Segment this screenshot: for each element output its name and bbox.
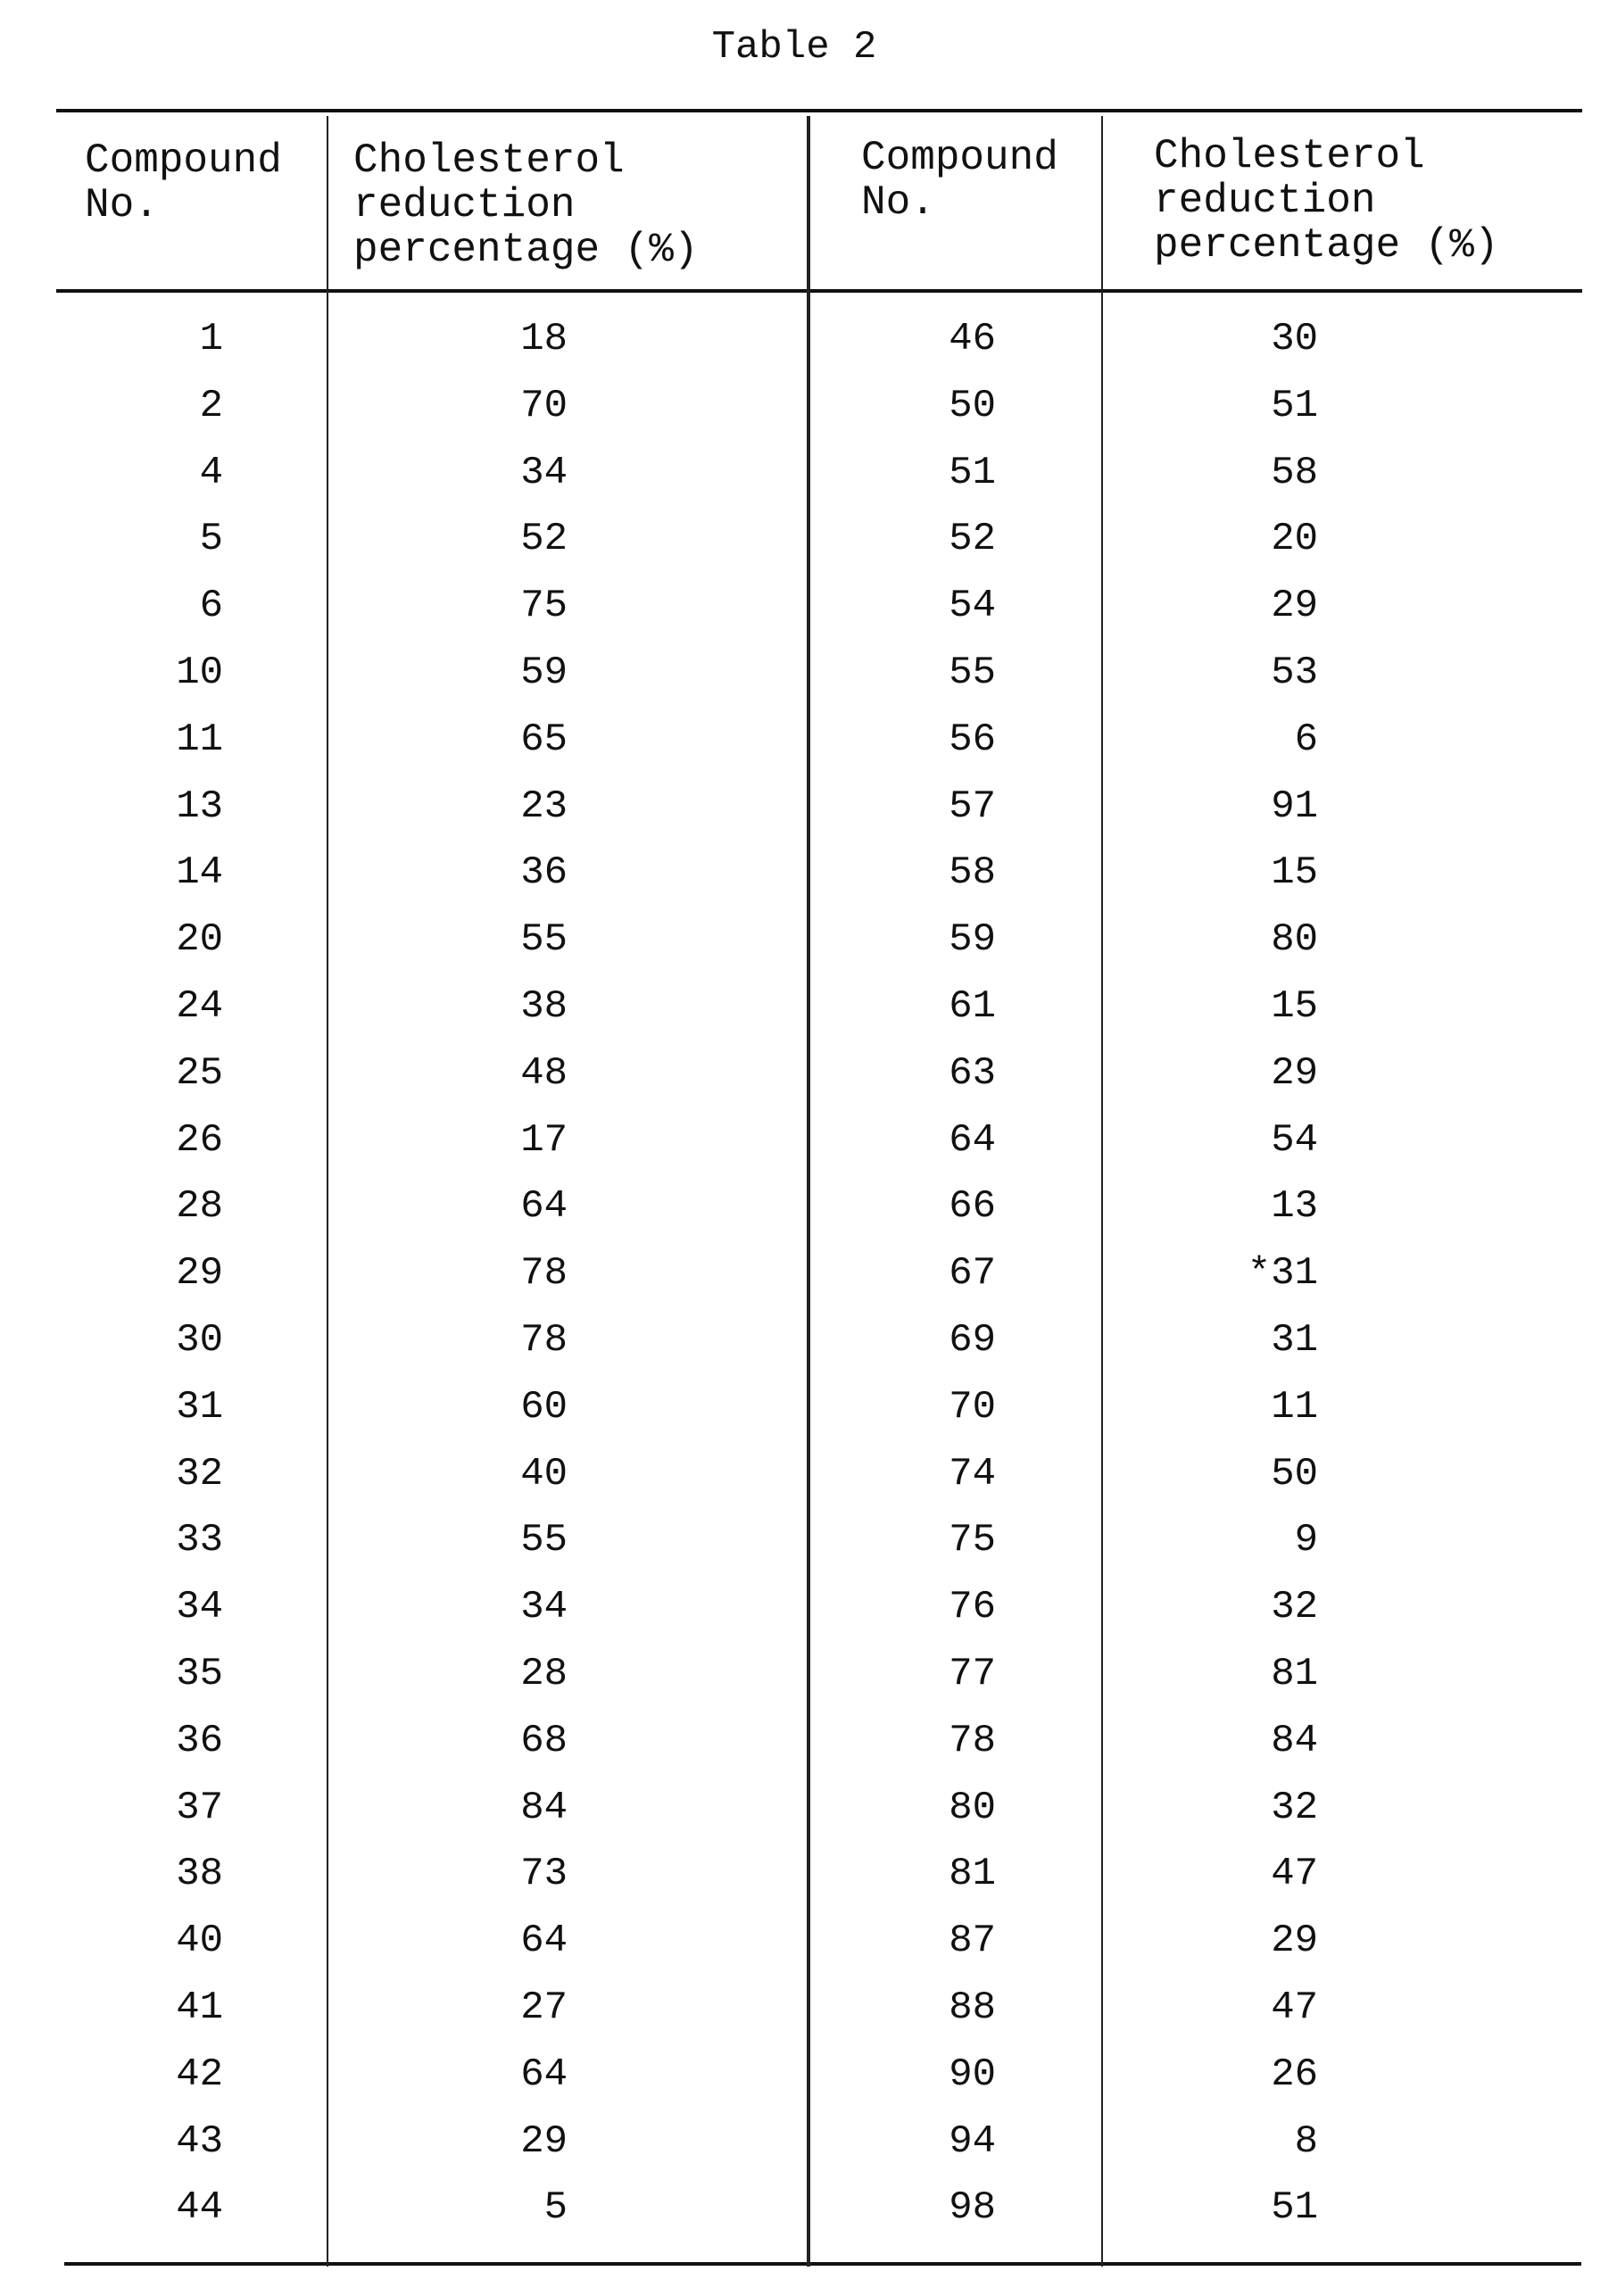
reduction-value: 58 — [1140, 451, 1318, 495]
reduction-value: 51 — [1140, 2185, 1318, 2230]
compound-number: 57 — [817, 784, 996, 829]
compound-number: 20 — [45, 917, 223, 962]
compound-number: 77 — [817, 1652, 996, 1696]
compound-number: 54 — [817, 584, 996, 628]
compound-number: 36 — [45, 1719, 223, 1763]
reduction-value: 27 — [389, 1985, 568, 2030]
reduction-value: 29 — [1140, 584, 1318, 628]
reduction-value: *31 — [1140, 1251, 1318, 1296]
compound-number: 30 — [45, 1318, 223, 1363]
compound-number: 61 — [817, 984, 996, 1029]
center-divider — [807, 116, 810, 2267]
column-divider — [327, 116, 328, 2267]
compound-number: 76 — [817, 1585, 996, 1629]
compound-number: 43 — [45, 2119, 223, 2164]
column-divider — [1101, 116, 1103, 2267]
compound-number: 59 — [817, 917, 996, 962]
reduction-value: 73 — [389, 1852, 568, 1896]
compound-number: 55 — [817, 651, 996, 695]
compound-number: 81 — [817, 1852, 996, 1896]
compound-number: 67 — [817, 1251, 996, 1296]
compound-number: 38 — [45, 1852, 223, 1896]
compound-number: 80 — [817, 1786, 996, 1830]
reduction-value: 65 — [389, 717, 568, 762]
reduction-value: 15 — [1140, 984, 1318, 1029]
compound-number: 34 — [45, 1585, 223, 1629]
reduction-value: 75 — [389, 584, 568, 628]
compound-number: 90 — [817, 2052, 996, 2097]
reduction-value: 68 — [389, 1719, 568, 1763]
reduction-value: 59 — [389, 651, 568, 695]
reduction-value: 20 — [1140, 517, 1318, 561]
compound-number: 31 — [45, 1385, 223, 1430]
reduction-value: 9 — [1140, 1518, 1318, 1562]
compound-number: 52 — [817, 517, 996, 561]
compound-number: 6 — [45, 584, 223, 628]
reduction-value: 29 — [1140, 1919, 1318, 1963]
reduction-value: 8 — [1140, 2119, 1318, 2164]
compound-number: 33 — [45, 1518, 223, 1562]
reduction-value: 32 — [1140, 1786, 1318, 1830]
reduction-value: 23 — [389, 784, 568, 829]
compound-number: 69 — [817, 1318, 996, 1363]
compound-number: 50 — [817, 384, 996, 428]
reduction-value: 53 — [1140, 651, 1318, 695]
compound-number: 58 — [817, 850, 996, 895]
reduction-value: 5 — [389, 2185, 568, 2230]
compound-number: 5 — [45, 517, 223, 561]
compound-number: 98 — [817, 2185, 996, 2230]
compound-number: 87 — [817, 1919, 996, 1963]
reduction-value: 70 — [389, 384, 568, 428]
compound-number: 66 — [817, 1184, 996, 1229]
compound-number: 29 — [45, 1251, 223, 1296]
reduction-value: 18 — [389, 317, 568, 361]
reduction-value: 15 — [1140, 850, 1318, 895]
reduction-value: 29 — [389, 2119, 568, 2164]
compound-number: 64 — [817, 1118, 996, 1163]
reduction-value: 47 — [1140, 1852, 1318, 1896]
compound-number: 4 — [45, 451, 223, 495]
reduction-value: 31 — [1140, 1318, 1318, 1363]
bottom-rule — [64, 2262, 1581, 2266]
reduction-value: 78 — [389, 1251, 568, 1296]
reduction-value: 28 — [389, 1652, 568, 1696]
compound-number: 14 — [45, 850, 223, 895]
compound-number: 46 — [817, 317, 996, 361]
compound-number: 2 — [45, 384, 223, 428]
compound-number: 13 — [45, 784, 223, 829]
compound-number: 25 — [45, 1051, 223, 1096]
compound-number: 44 — [45, 2185, 223, 2230]
reduction-value: 84 — [1140, 1719, 1318, 1763]
reduction-value: 55 — [389, 917, 568, 962]
reduction-value: 29 — [1140, 1051, 1318, 1096]
compound-number: 56 — [817, 717, 996, 762]
reduction-value: 32 — [1140, 1585, 1318, 1629]
reduction-value: 81 — [1140, 1652, 1318, 1696]
compound-number: 28 — [45, 1184, 223, 1229]
reduction-value: 50 — [1140, 1452, 1318, 1496]
reduction-value: 6 — [1140, 717, 1318, 762]
reduction-value: 34 — [389, 451, 568, 495]
compound-number: 40 — [45, 1919, 223, 1963]
reduction-value: 34 — [389, 1585, 568, 1629]
reduction-value: 78 — [389, 1318, 568, 1363]
reduction-value: 40 — [389, 1452, 568, 1496]
compound-number: 11 — [45, 717, 223, 762]
compound-number: 75 — [817, 1518, 996, 1562]
reduction-value: 54 — [1140, 1118, 1318, 1163]
reduction-value: 11 — [1140, 1385, 1318, 1430]
compound-number: 74 — [817, 1452, 996, 1496]
compound-number: 70 — [817, 1385, 996, 1430]
reduction-value: 55 — [389, 1518, 568, 1562]
compound-number: 1 — [45, 317, 223, 361]
reduction-value: 47 — [1140, 1985, 1318, 2030]
compound-number: 26 — [45, 1118, 223, 1163]
header-rule — [56, 289, 1582, 293]
compound-number: 24 — [45, 984, 223, 1029]
reduction-value: 13 — [1140, 1184, 1318, 1229]
header-compound-right: Compound No. — [861, 136, 1058, 225]
table-title-text: Table 2 — [712, 25, 877, 70]
reduction-value: 30 — [1140, 317, 1318, 361]
reduction-value: 91 — [1140, 784, 1318, 829]
compound-number: 78 — [817, 1719, 996, 1763]
compound-number: 88 — [817, 1985, 996, 2030]
compound-number: 10 — [45, 651, 223, 695]
header-reduction-right: Cholesterol reduction percentage (%) — [1154, 134, 1498, 268]
compound-number: 63 — [817, 1051, 996, 1096]
reduction-value: 38 — [389, 984, 568, 1029]
reduction-value: 64 — [389, 1919, 568, 1963]
reduction-value: 84 — [389, 1786, 568, 1830]
compound-number: 41 — [45, 1985, 223, 2030]
reduction-value: 26 — [1140, 2052, 1318, 2097]
compound-number: 51 — [817, 451, 996, 495]
reduction-value: 48 — [389, 1051, 568, 1096]
table-title — [0, 25, 1617, 70]
reduction-value: 64 — [389, 1184, 568, 1229]
compound-number: 94 — [817, 2119, 996, 2164]
reduction-value: 64 — [389, 2052, 568, 2097]
top-rule — [56, 109, 1582, 112]
reduction-value: 17 — [389, 1118, 568, 1163]
header-compound-left: Compound No. — [85, 138, 282, 228]
compound-number: 37 — [45, 1786, 223, 1830]
reduction-value: 51 — [1140, 384, 1318, 428]
reduction-value: 36 — [389, 850, 568, 895]
compound-number: 35 — [45, 1652, 223, 1696]
compound-number: 32 — [45, 1452, 223, 1496]
header-reduction-left: Cholesterol reduction percentage (%) — [353, 138, 698, 272]
reduction-value: 52 — [389, 517, 568, 561]
reduction-value: 60 — [389, 1385, 568, 1430]
reduction-value: 80 — [1140, 917, 1318, 962]
compound-number: 42 — [45, 2052, 223, 2097]
